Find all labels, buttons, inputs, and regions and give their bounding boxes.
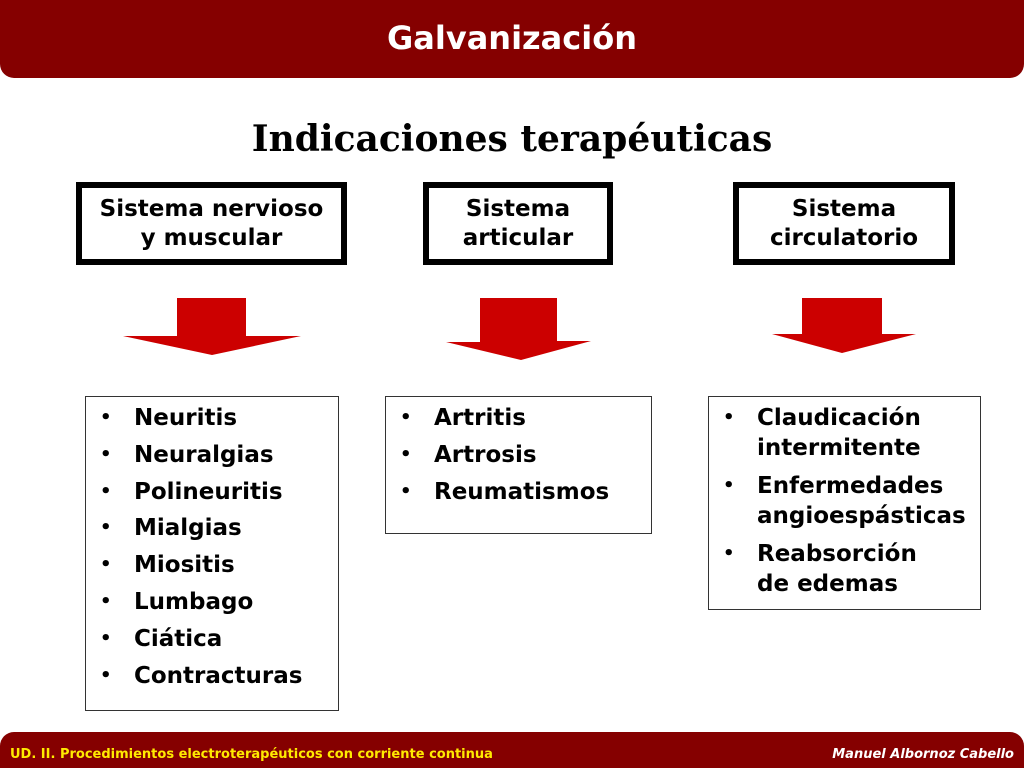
bullet-icon: •	[100, 590, 112, 612]
bullet-icon: •	[100, 627, 112, 649]
list-item-label: Lumbago	[134, 588, 254, 615]
category-line: Sistema nervioso	[99, 195, 324, 222]
list-item	[386, 477, 651, 507]
list-item	[86, 403, 338, 433]
indications-list-nervioso	[85, 396, 339, 711]
list-item-label: de edemas	[757, 571, 898, 597]
footer-course-title: UD. II. Procedimientos electroterapéuticos con corriente continua	[10, 747, 493, 762]
list-item	[86, 587, 338, 617]
category-box-circulatorio	[733, 182, 955, 265]
bullet-icon: •	[400, 407, 412, 428]
list-item-label: Artritis	[434, 405, 526, 431]
list-item-label: Claudicación	[757, 405, 921, 431]
bullet-icon: •	[723, 543, 735, 564]
category-line: circulatorio	[769, 224, 919, 251]
down-arrow-icon	[120, 296, 304, 358]
list-item	[709, 471, 980, 531]
list-item-label: Miositis	[134, 552, 235, 579]
list-item-label: Polineuritis	[134, 478, 283, 505]
category-box-nervioso	[76, 182, 347, 265]
category-line: Sistema	[465, 195, 571, 222]
bullet-icon: •	[100, 407, 112, 428]
list-item	[86, 513, 338, 543]
footer-bar	[0, 732, 1024, 768]
list-item-label: Contracturas	[134, 662, 303, 689]
list-item-label: Reumatismos	[434, 478, 610, 505]
list-item	[86, 661, 338, 691]
down-arrow-icon	[444, 296, 594, 362]
main-title: Indicaciones terapéuticas	[251, 118, 773, 160]
bullet-icon: •	[100, 517, 112, 539]
category-line: articular	[462, 224, 574, 251]
bullet-icon: •	[723, 407, 735, 428]
list-item-label: Neuralgias	[134, 441, 274, 468]
indications-list-circulatorio	[708, 396, 981, 610]
list-item	[86, 550, 338, 580]
slide-title: Galvanización	[387, 19, 637, 57]
list-item	[709, 403, 980, 463]
bullet-icon: •	[100, 443, 112, 465]
category-line: Sistema	[791, 195, 897, 222]
header-bar	[0, 0, 1024, 78]
bullet-icon: •	[100, 554, 112, 576]
down-arrow-icon	[770, 296, 920, 356]
list-item-label: Mialgias	[134, 515, 242, 542]
bullet-icon: •	[100, 664, 112, 686]
list-item	[86, 624, 338, 654]
list-item	[86, 440, 338, 470]
list-item	[386, 440, 651, 470]
list-item-label: angioespásticas	[757, 503, 966, 529]
category-line: y muscular	[140, 224, 283, 251]
list-item-label: Enfermedades	[757, 473, 944, 499]
bullet-icon: •	[723, 475, 735, 496]
bullet-icon: •	[400, 480, 412, 502]
bullet-icon: •	[400, 443, 412, 465]
category-box-articular	[423, 182, 613, 265]
list-item-label: Ciática	[134, 625, 223, 652]
bullet-icon: •	[100, 480, 112, 502]
list-item-label: Reabsorción	[757, 541, 917, 567]
list-item	[386, 403, 651, 433]
list-item	[86, 477, 338, 507]
list-item-label: Artrosis	[434, 441, 537, 468]
list-item-label: intermitente	[757, 435, 921, 461]
indications-list-articular	[385, 396, 652, 534]
footer-author: Manuel Albornoz Cabello	[832, 747, 1014, 762]
list-item-label: Neuritis	[134, 405, 238, 431]
list-item	[709, 539, 980, 599]
